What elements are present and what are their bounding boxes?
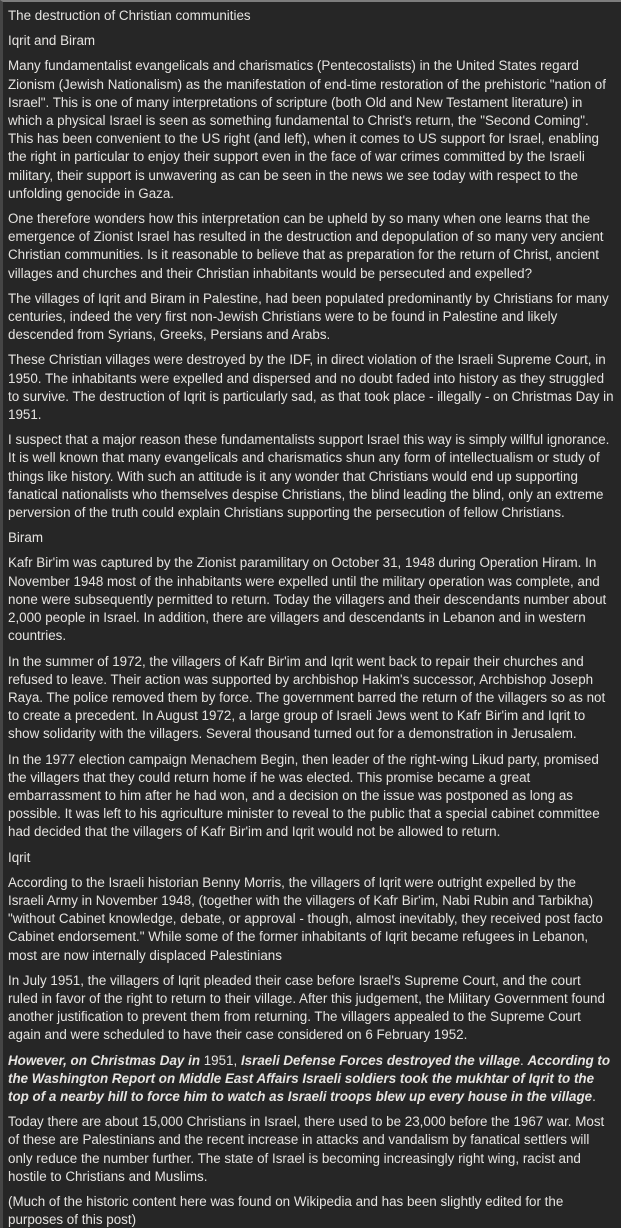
paragraph: In July 1951, the villagers of Iqrit pleaded their case before Israel's Supreme Court, and the court ruled in favor of the right to return to their village. After this judgement, the Military Government found another justification to prevent them from returning. The villagers appealed to the Supreme Court again and were scheduled to have their case considered on 6 February 1952. (8, 972, 605, 1043)
paragraph: The villages of Iqrit and Biram in Palestine, had been populated predominantly by Christians for many centuries, indeed the very first non-Jewish Christians were to be found in Palestine and likely descended from Syrians, Greeks, Persians and Arabs. (8, 290, 609, 343)
section-heading-biram: Biram (8, 530, 43, 546)
section-heading-iqrit: Iqrit (8, 849, 31, 865)
emphasized-text-segment: However, on Christmas Day in (8, 1052, 204, 1068)
paragraph: In the 1977 election campaign Menachem Begin, then leader of the right-wing Likud party, promised the villagers that they could return home if he was elected. This promise became a great embarrassment to him after he had won, and a decision on the issue was postponed as long as possible. It was left to his agriculture minister to reveal to the public that a special cabinet committee had decided that the villagers of Kafr Bir'im and Iqrit would not be allowed to return. (8, 751, 600, 840)
section-heading-iqrit-and-biram: Iqrit and Biram (8, 33, 96, 49)
plain-text-segment: 1951, (203, 1052, 241, 1068)
paragraph: Kafr Bir'im was captured by the Zionist paramilitary on October 31, 1948 during Operation Hiram. In November 1948 most of the inhabitants were expelled until the military operation was complete, and none were subsequently permitted to return. Today the villagers and their descendants number about 2,000 people in Israel. In addition, there are villagers and descendants in Lebanon and in western countries. (8, 555, 607, 644)
paragraph: In the summer of 1972, the villagers of Kafr Bir'im and Iqrit went back to repair their churches and refused to leave. Their action was supported by archbishop Hakim's successor, Archbishop Joseph Raya. The police removed them by force. The government barred the return of the villagers so as not to create a precedent. In August 1972, a large group of Israeli Jews went to Kafr Bir'im and Iqrit to show solidarity with the villagers. Several thousand turned out for a demonstration in Jerusalem. (8, 653, 606, 742)
emphasized-text-segment: According to the Washington Report on Middle East Affairs Israeli soldiers took the mukhtar of Iqrit to the top of a nearby hill to force him to watch as Israeli troops blew up every house in the village (8, 1052, 611, 1104)
paragraph: Today there are about 15,000 Christians in Israel, there used to be 23,000 before the 1967 war. Most of these are Palestinians and the recent increase in attacks and vandalism by fanatical settlers will only reduce the number further. The state of Israel is becoming increasingly right wing, racist and hostile to Christians and Muslims. (8, 1114, 605, 1184)
paragraph: I suspect that a major reason these fundamentalists support Israel this way is simply willful ignorance. It is well known that many evangelicals and charismatics shun any form of intellectualism or study of things like history. With such an attitude is it any wonder that Christians would end up supporting fanatical nationalists who themselves despise Christians, the blind leading the blind, only an extreme perversion of the truth could explain Christians supporting the persecution of fellow Christians. (8, 432, 610, 521)
paragraph: Many fundamentalist evangelicals and charismatics (Pentecostalists) in the United States regard Zionism (Jewish Nationalism) as the manifestation of end-time restoration of the prehistoric "nation of Israel". This is one of many interpretations of scripture (both Old and New Testament literature) in which a physical Israel is seen as something fundamental to Christ's return, the "Second Coming". This has been convenient to the US right (and left), when it comes to US support for Israel, enabling the right in particular to enjoy their support even in the face of war crimes committed by the Israeli military, their support is unwavering as can be seen in the news we see today with respect to the unfolding genocide in Gaza. (8, 58, 606, 201)
plain-text-segment: . (520, 1052, 528, 1068)
paragraph: These Christian villages were destroyed by the IDF, in direct violation of the Israeli Supreme Court, in 1950. The inhabitants were expelled and dispersed and no doubt faded into history as they struggled to survive. The destruction of Iqrit is particularly sad, as that took place - illegally - on Christmas Day in 1951. (8, 352, 614, 423)
emphasized-text-segment: Israeli Defense Forces destroyed the village (240, 1052, 521, 1068)
paragraph: (Much of the historic content here was found on Wikipedia and has been slightly edited for the purposes of this post) (8, 1193, 564, 1228)
plain-text-segment: . (592, 1088, 596, 1104)
paragraph: According to the Israeli historian Benny Morris, the villagers of Iqrit were outright expelled by the Israeli Army in November 1948, (together with the villagers of Kafr Bir'im, Nabi Rubin and Tarbikha) "without Cabinet knowledge, debate, or approval - though, almost inevitably, they received post facto Cabinet endorsement." While some of the former inhabitants of Iqrit became refugees in Lebanon, most are now internally displaced Palestinians (8, 874, 603, 963)
paragraph-emphasized (8, 1052, 614, 1107)
paragraph: One therefore wonders how this interpretation can be upheld by so many when one learns that the emergence of Zionist Israel has resulted in the destruction and depopulation of so many very ancient Christian communities. Is it reasonable to believe that as preparation for the return of Christ, ancient villages and churches and their Christian inhabitants would be persecuted and expelled? (8, 211, 604, 281)
page-title: The destruction of Christian communities (8, 8, 251, 23)
